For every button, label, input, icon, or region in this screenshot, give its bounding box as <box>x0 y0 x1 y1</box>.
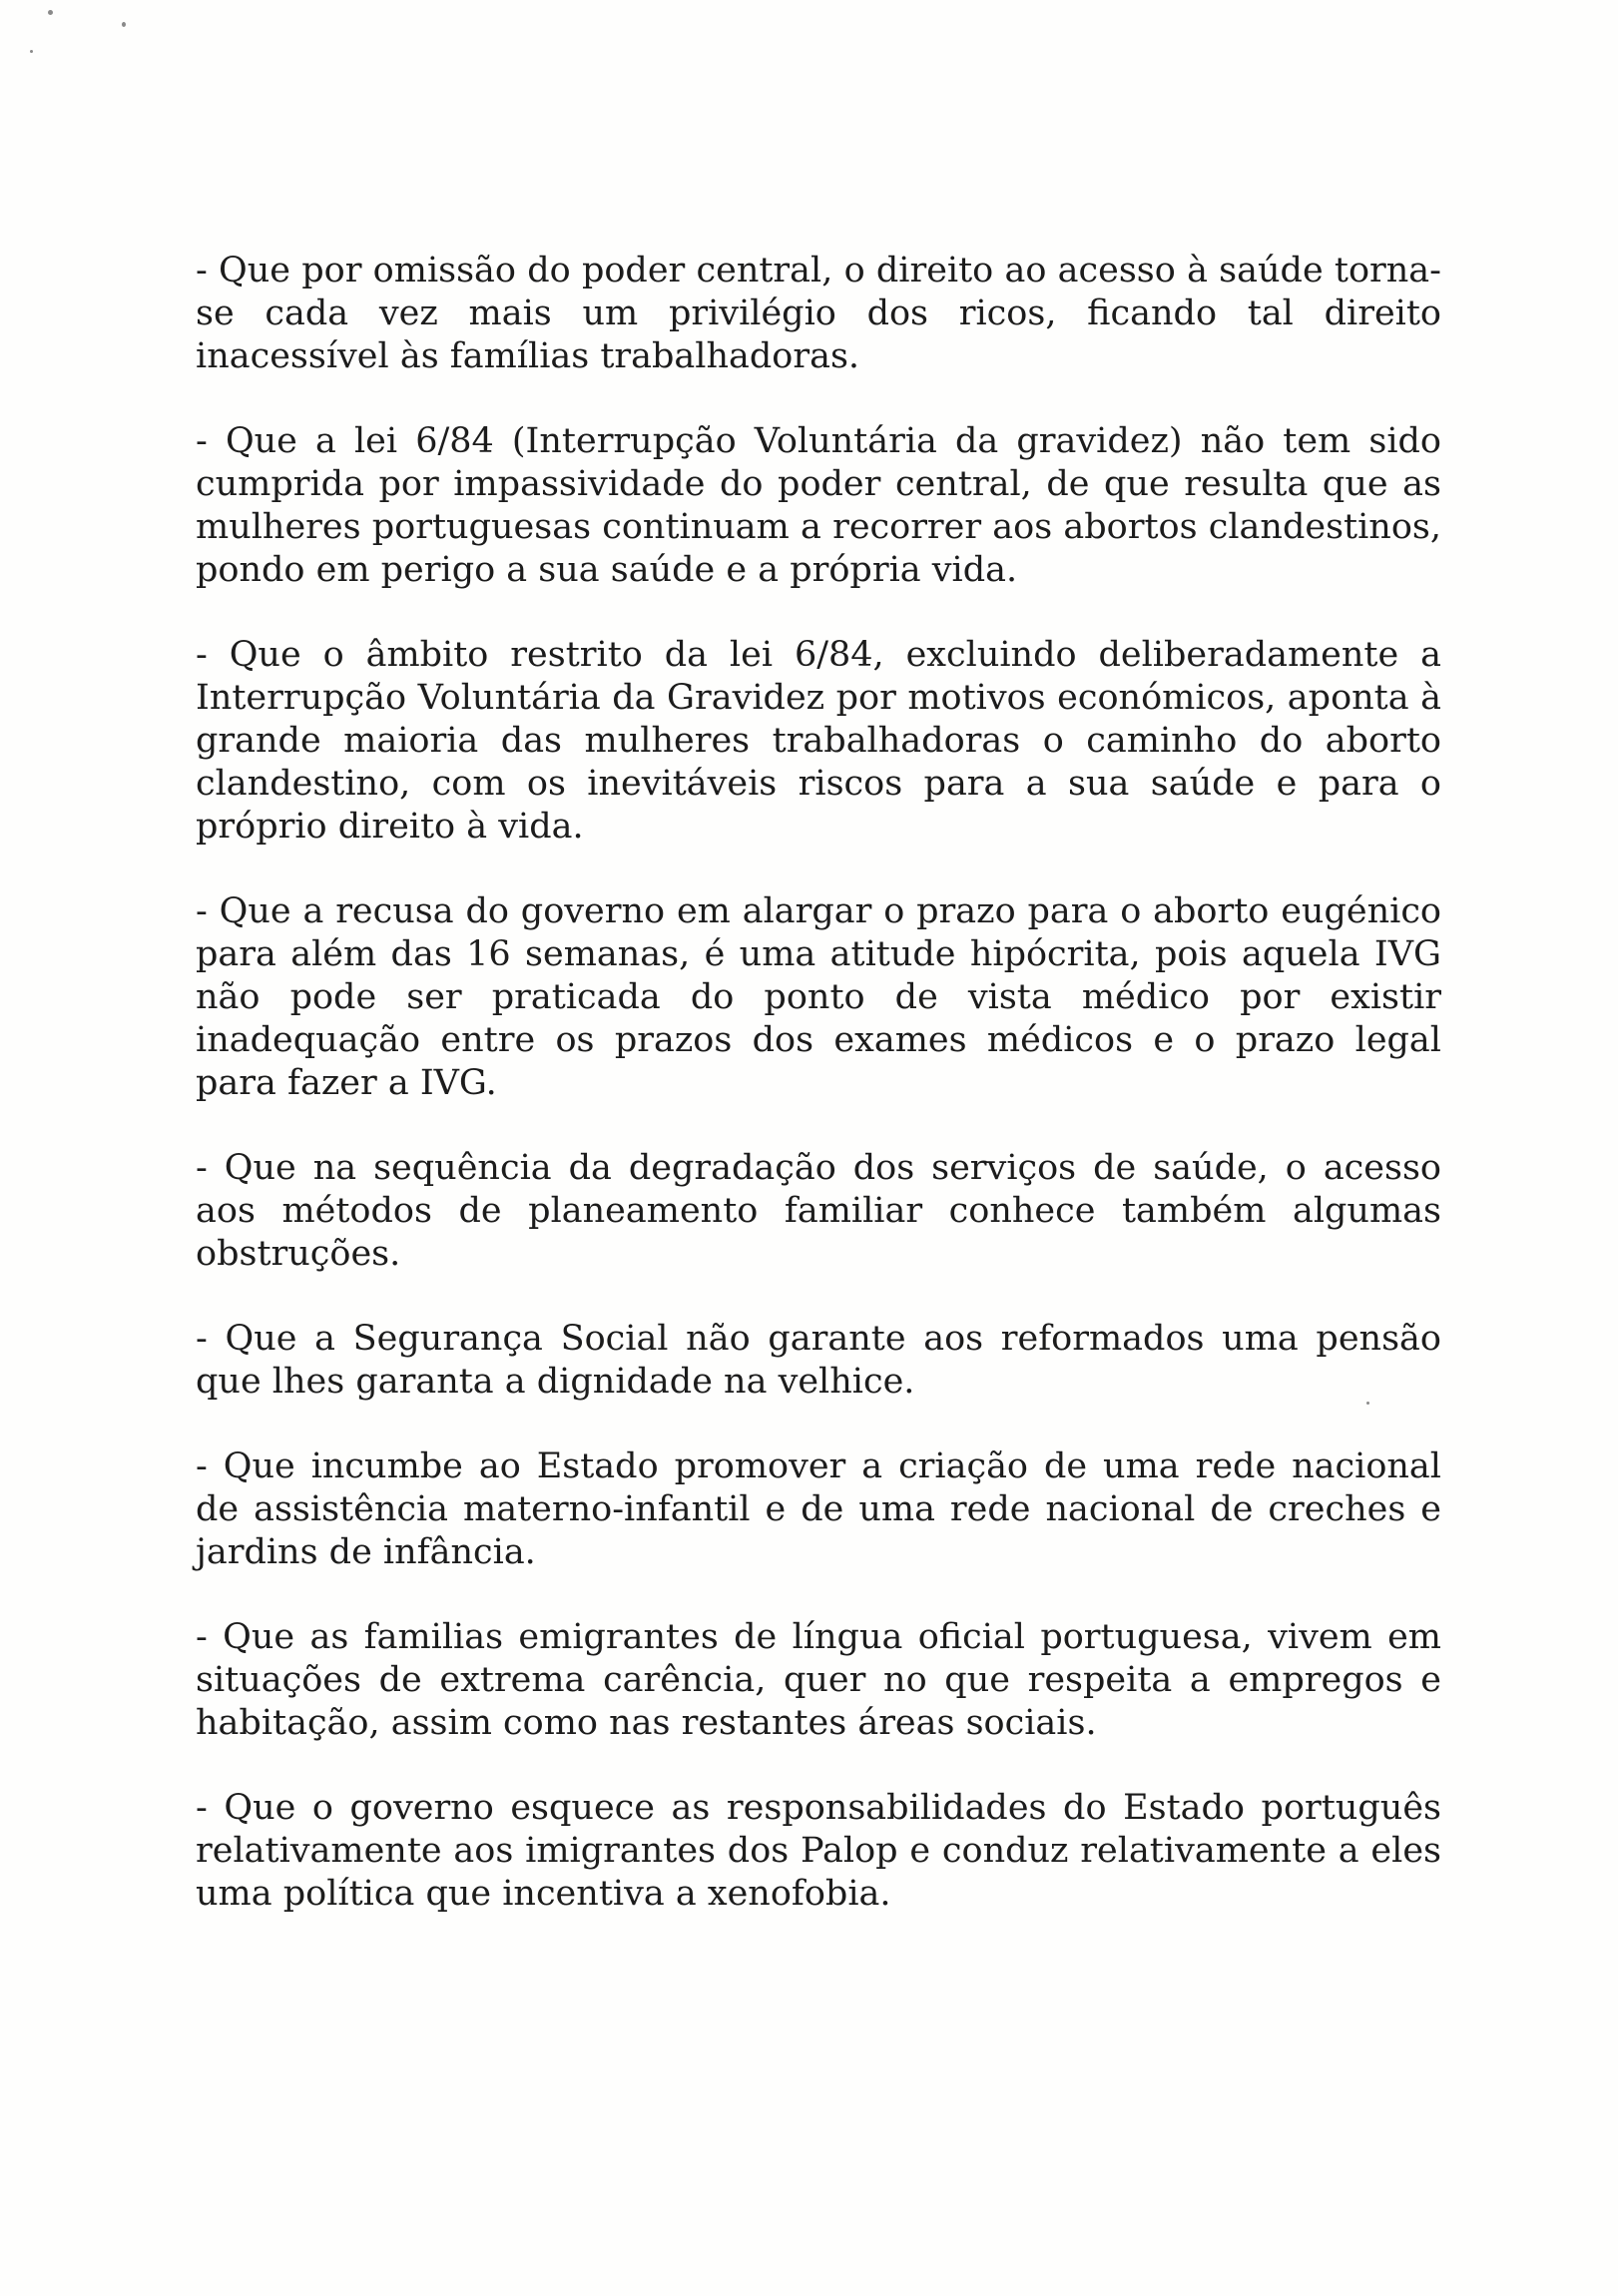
paragraph: - Que por omissão do poder central, o direito ao acesso à saúde torna-se cada vez mais um privilégio dos ricos, ficando tal direito inacessível às famílias trabalhadoras. <box>196 251 1441 376</box>
paragraph: - Que o âmbito restrito da lei 6/84, excluindo deliberadamente a Interrupção Voluntária da Gravidez por motivos económicos, aponta à grande maioria das mulheres trabalhadoras o caminho do aborto clandestino, com os inevitáveis riscos para a sua saúde e para o próprio direito à vida. <box>196 635 1441 847</box>
scan-speck <box>122 22 126 27</box>
scan-speck <box>48 10 53 15</box>
document-body <box>196 250 1441 1958</box>
paragraph: - Que a Segurança Social não garante aos reformados uma pensão que lhes garanta a dignidade na velhice. <box>196 1319 1441 1402</box>
paragraph: - Que na sequência da degradação dos serviços de saúde, o acesso aos métodos de planeamento familiar conhece também algumas obstruções. <box>196 1148 1441 1274</box>
paragraph: - Que as familias emigrantes de língua oficial portuguesa, vivem em situações de extrema carência, quer no que respeita a empregos e habitação, assim como nas restantes áreas sociais. <box>196 1617 1441 1743</box>
paragraph: - Que a lei 6/84 (Interrupção Voluntária da gravidez) não tem sido cumprida por impassividade do poder central, de que resulta que as mulheres portuguesas continuam a recorrer aos abortos clandestinos, pondo em perigo a sua saúde e a própria vida. <box>196 421 1441 590</box>
paragraph: - Que incumbe ao Estado promover a criação de uma rede nacional de assistência materno-infantil e de uma rede nacional de creches e jardins de infância. <box>196 1446 1441 1572</box>
paragraph: - Que o governo esquece as responsabilidades do Estado português relativamente aos imigrantes dos Palop e conduz relativamente a eles uma política que incentiva a xenofobia. <box>196 1788 1441 1914</box>
paragraph: - Que a recusa do governo em alargar o prazo para o aborto eugénico para além das 16 semanas, é uma atitude hipócrita, pois aquela IVG não pode ser praticada do ponto de vista médico por existir inadequação entre os prazos dos exames médicos e o prazo legal para fazer a IVG. <box>196 891 1441 1103</box>
scan-speck <box>30 50 33 53</box>
